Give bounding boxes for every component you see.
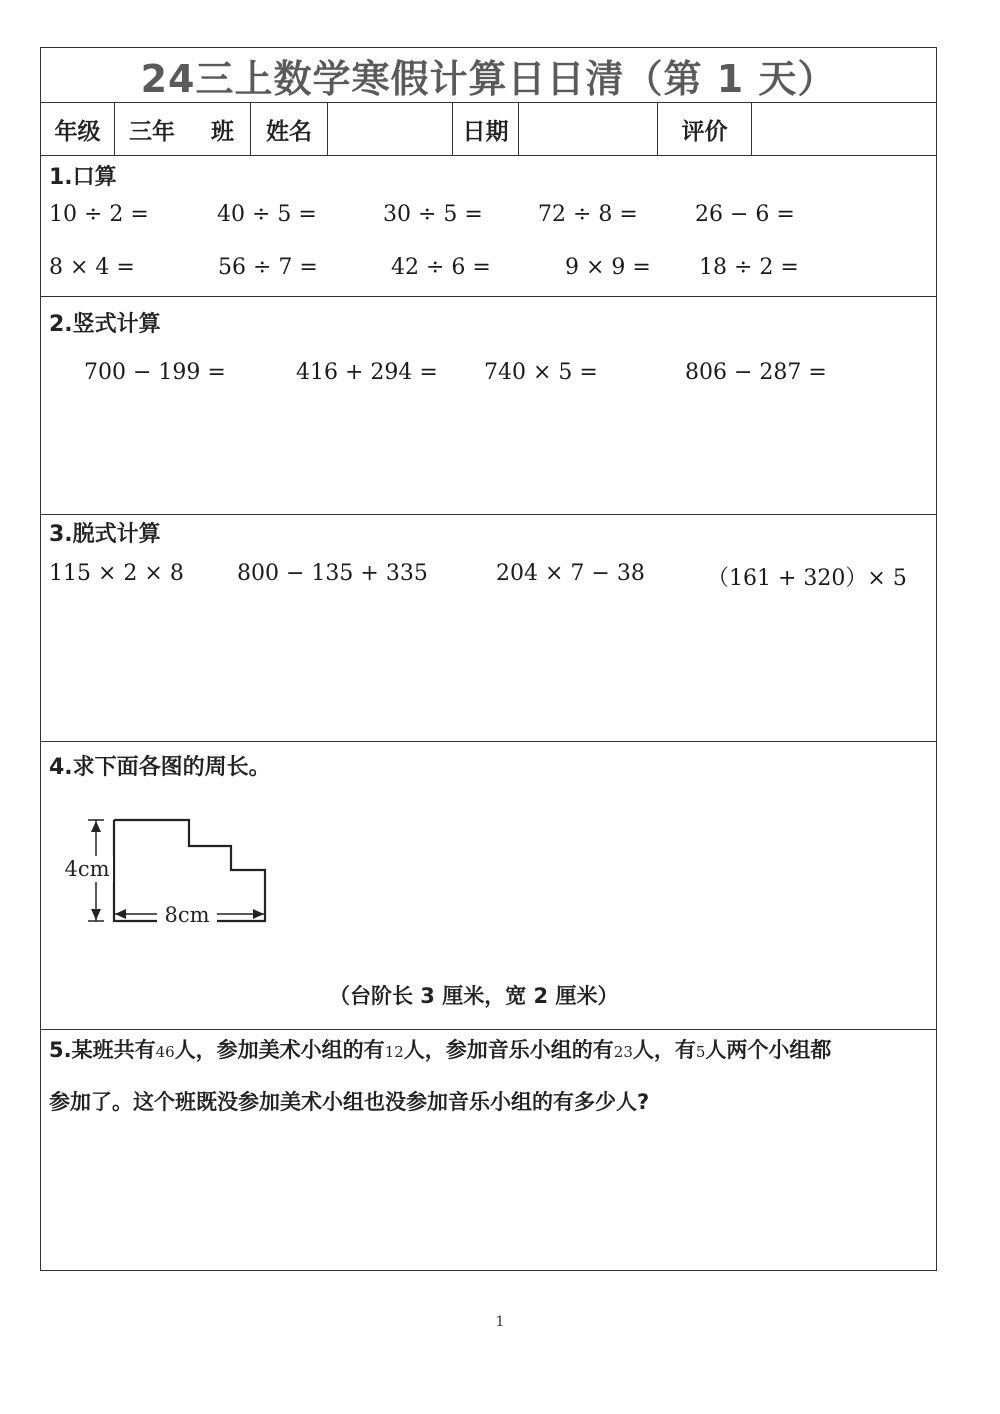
oral-problem: 10 ÷ 2 = <box>49 202 149 227</box>
class-prefix: 三年 <box>129 118 175 145</box>
staircase-figure <box>59 808 269 938</box>
grade-label-cell <box>41 103 115 155</box>
height-label: 4cm <box>64 857 110 881</box>
section-oral-calculation <box>41 156 936 297</box>
height-arrow-up <box>91 821 101 832</box>
step-problem: 800 − 135 + 335 <box>237 561 428 586</box>
name-label: 姓名 <box>266 118 312 145</box>
section-3-title: 3.脱式计算 <box>49 522 161 547</box>
step-size-note: （台阶长 3 厘米，宽 2 厘米） <box>329 984 619 1008</box>
rating-label-cell <box>658 103 752 155</box>
height-arrow-down <box>91 909 101 920</box>
section-4-title: 4.求下面各图的周长。 <box>49 755 271 780</box>
rating-input-cell[interactable] <box>752 103 938 155</box>
section-step-calculation <box>41 515 936 742</box>
oral-problem: 18 ÷ 2 = <box>699 255 799 280</box>
oral-problem: 56 ÷ 7 = <box>218 255 318 280</box>
rating-label: 评价 <box>681 118 728 145</box>
grade-label: 年级 <box>54 118 101 145</box>
word-problem-number: 12 <box>384 1043 404 1061</box>
oral-problem: 30 ÷ 5 = <box>383 202 483 227</box>
worksheet <box>40 47 937 1271</box>
word-problem-number: 23 <box>613 1043 633 1061</box>
section-perimeter <box>41 742 936 1030</box>
step-problem: 204 × 7 − 38 <box>496 561 645 586</box>
oral-problem: 42 ÷ 6 = <box>391 255 491 280</box>
class-cell <box>115 103 251 155</box>
vertical-problem: 700 − 199 = <box>84 360 226 385</box>
class-suffix: 班 <box>211 118 234 145</box>
info-row <box>41 103 936 156</box>
oral-problem: 8 × 4 = <box>49 255 135 280</box>
width-arrow-left <box>115 909 126 919</box>
width-arrow-right <box>253 909 264 919</box>
oral-problem: 9 × 9 = <box>565 255 651 280</box>
date-input-cell[interactable] <box>519 103 658 155</box>
oral-problem: 40 ÷ 5 = <box>217 202 317 227</box>
date-label: 日期 <box>462 118 509 145</box>
oral-problem: 26 − 6 = <box>695 202 795 227</box>
section-2-title: 2.竖式计算 <box>49 312 161 337</box>
step-problem: （161 + 320）× 5 <box>707 566 907 591</box>
section-1-title: 1.口算 <box>49 165 117 190</box>
vertical-problem: 806 − 287 = <box>685 360 827 385</box>
step-problem: 115 × 2 × 8 <box>49 561 184 586</box>
word-problem-line-1 <box>49 1034 831 1064</box>
word-problem-text: 人两个小组都 <box>705 1038 832 1062</box>
word-problem-number: 46 <box>155 1043 175 1061</box>
word-problem-text: 人，参加美术小组的有 <box>174 1038 385 1062</box>
oral-problem: 72 ÷ 8 = <box>538 202 638 227</box>
page-number: 1 <box>495 1314 505 1330</box>
width-label: 8cm <box>164 903 210 927</box>
name-label-cell <box>251 103 328 155</box>
vertical-problem: 416 + 294 = <box>296 360 438 385</box>
word-problem-text: 人，参加音乐小组的有 <box>403 1038 614 1062</box>
word-problem-text: 人，有 <box>632 1038 696 1062</box>
word-problem-text: 5.某班共有 <box>49 1038 156 1062</box>
word-problem-number: 5 <box>695 1043 706 1061</box>
section-word-problem <box>41 1030 936 1270</box>
worksheet-title: 24三上数学寒假计算日日清（第 1 天） <box>41 48 936 103</box>
section-vertical-calculation <box>41 297 936 515</box>
name-input-cell[interactable] <box>328 103 453 155</box>
word-problem-line-2: 参加了。这个班既没参加美术小组也没参加音乐小组的有多少人? <box>49 1090 650 1114</box>
vertical-problem: 740 × 5 = <box>484 360 598 385</box>
date-label-cell <box>453 103 519 155</box>
